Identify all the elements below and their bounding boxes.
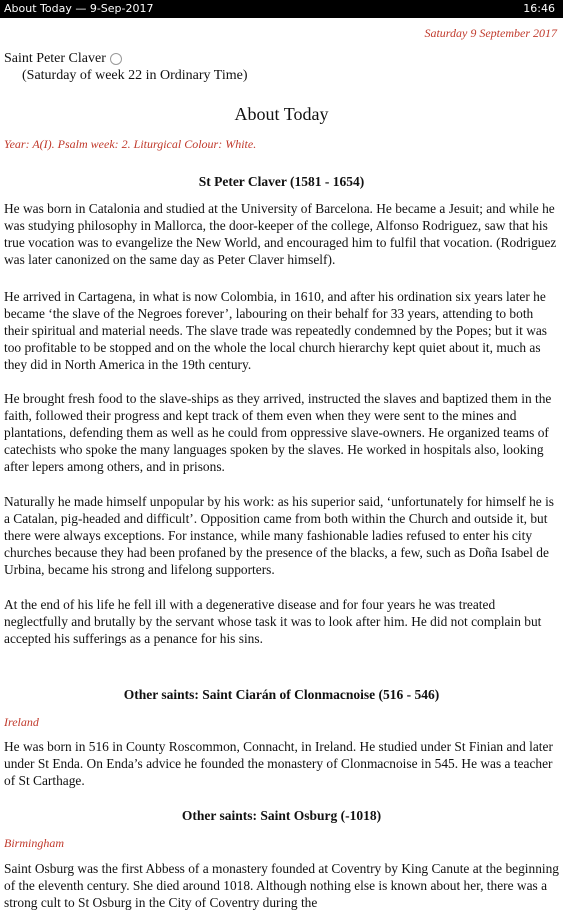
content-area[interactable] — [0, 18, 563, 910]
other-saint-title: Other saints: Saint Ciarán of Clonmacnoise (516 - 546) — [123, 687, 440, 702]
paragraph: At the end of his life he fell ill with a degenerative disease and for four years he was treated neglectfully and brutally by the servant whose task it was to look after him. He did not complain but accepted his sufferings as a penance for his sins. — [4, 597, 542, 646]
paragraph: Saint Osburg was the first Abbess of a monastery founded at Coventry by King Canute at the beginning of the eleventh century. She died around 1018. Although nothing else is known about her, there was a strong cult to St Osburg in the City of Coventry during the — [4, 861, 559, 910]
paragraph: He was born in Catalonia and studied at the University of Barcelona. He became a Jesuit; and while he was studying philosophy in Mallorca, the door-keeper of the college, Alfonso Rodriguez, saw that his true vocation was to evangelize the New World, and encouraged him to fulfil that vocation. (Rodriguez was later canonized on the same day as Peter Claver himself). — [4, 201, 557, 267]
paragraph: He brought fresh food to the slave-ships as they arrived, instructed the slaves and baptized them in the faith, followed their progress and kept track of them even when they were sent to the mines and plantations, defending them as well as he could from oppressive slave-owners. He organized teams of catechists who spoke the many languages spoken by the slaves. He worked in hospitals also, looking after lepers among others, and in prisons. — [4, 391, 552, 474]
paragraph: He arrived in Cartagena, in what is now Colombia, in 1610, and after his ordination six years later he became ‘the slave of the Negroes forever’, labouring on their behalf for 33 years, attending to both their spiritual and material needs. The slave trade was repeatedly condemned by the Popes; but it was too profitable to be stopped and on the whole the local church hierarchy kept quiet about it, much as they did in North America in the 19th century. — [4, 289, 548, 372]
date-label: Saturday 9 September 2017 — [424, 26, 557, 40]
celebration-week: (Saturday of week 22 in Ordinary Time) — [22, 68, 248, 83]
status-bar — [0, 0, 563, 18]
other-saint-place: Birmingham — [4, 836, 64, 850]
paragraph: He was born in 516 in County Roscommon, Connacht, in Ireland. He studied under St Finian and later under St Enda. On Enda’s advice he founded the monastery of Clonmacnoise in 545. He was a teacher of St Carthage. — [4, 739, 553, 788]
saint-title: St Peter Claver (1581 - 1654) — [198, 174, 365, 189]
liturgical-info: Year: A(I). Psalm week: 2. Liturgical Colour: White. — [4, 137, 257, 151]
paragraph: Naturally he made himself unpopular by his work: as his superior said, ‘unfortunately for himself he is a Catalan, pig-headed and difficult’. Opposition came from both within the Church and outside it, but there were always exceptions. For instance, while many fashionable ladies refused to enter his city churches because they had been profaned by the presence of the blacks, a few, such as Doña Isabel de Urbina, became his strong and lifelong supporters. — [4, 494, 555, 577]
status-bar-time: 16:46 — [523, 2, 555, 15]
other-saint-title: Other saints: Saint Osburg (-1018) — [181, 808, 382, 823]
circle-icon[interactable] — [110, 53, 122, 65]
celebration-title — [4, 51, 122, 67]
status-bar-title: About Today — 9-Sep-2017 — [4, 2, 154, 15]
page-heading: About Today — [234, 104, 329, 124]
celebration-name: Saint Peter Claver — [4, 51, 106, 66]
other-saint-place: Ireland — [4, 715, 39, 729]
